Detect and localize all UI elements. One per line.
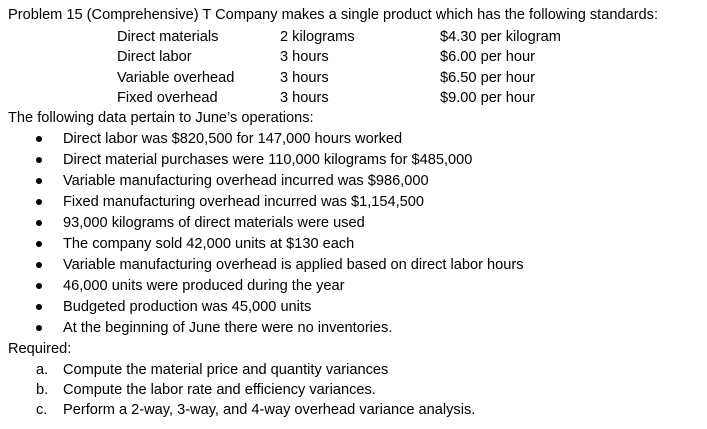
standard-row <box>0 69 707 89</box>
standard-row <box>0 28 707 48</box>
standard-quantity: 3 hours <box>280 49 329 65</box>
standard-quantity: 2 kilograms <box>280 29 355 45</box>
required-item-letter: c. <box>36 402 48 418</box>
required-label: Required: <box>8 341 72 357</box>
standard-item: Direct labor <box>117 49 192 65</box>
standard-item: Fixed overhead <box>117 90 218 106</box>
bullet-icon <box>36 325 42 331</box>
standard-price: $9.00 per hour <box>440 90 535 106</box>
bullet-icon <box>36 199 42 205</box>
bullet-icon <box>36 283 42 289</box>
standard-quantity: 3 hours <box>280 90 329 106</box>
bullet-icon <box>36 262 42 268</box>
standard-quantity: 3 hours <box>280 70 329 86</box>
required-item-text: Perform a 2-way, 3-way, and 4-way overhead variance analysis. <box>63 402 476 418</box>
required-item-letter: b. <box>36 382 49 398</box>
required-item-text: Compute the material price and quantity variances <box>63 362 389 378</box>
bullet-icon <box>36 157 42 163</box>
bullet-icon <box>36 241 42 247</box>
bullet-icon <box>36 304 42 310</box>
operations-intro: The following data pertain to June’s operations: <box>8 110 314 126</box>
standard-price: $4.30 per kilogram <box>440 29 561 45</box>
problem-title: Problem 15 (Comprehensive) T Company makes a single product which has the following standards: <box>8 7 659 23</box>
standard-item: Direct materials <box>117 29 219 45</box>
standard-item: Variable overhead <box>117 70 235 86</box>
required-item-text: Compute the labor rate and efficiency variances. <box>63 382 376 398</box>
bullet-icon <box>36 178 42 184</box>
standard-price: $6.50 per hour <box>440 70 535 86</box>
standard-price: $6.00 per hour <box>440 49 535 65</box>
standard-row <box>0 89 707 109</box>
bullet-icon <box>36 220 42 226</box>
standard-row <box>0 48 707 68</box>
required-item-letter: a. <box>36 362 49 378</box>
bullet-icon <box>36 136 42 142</box>
